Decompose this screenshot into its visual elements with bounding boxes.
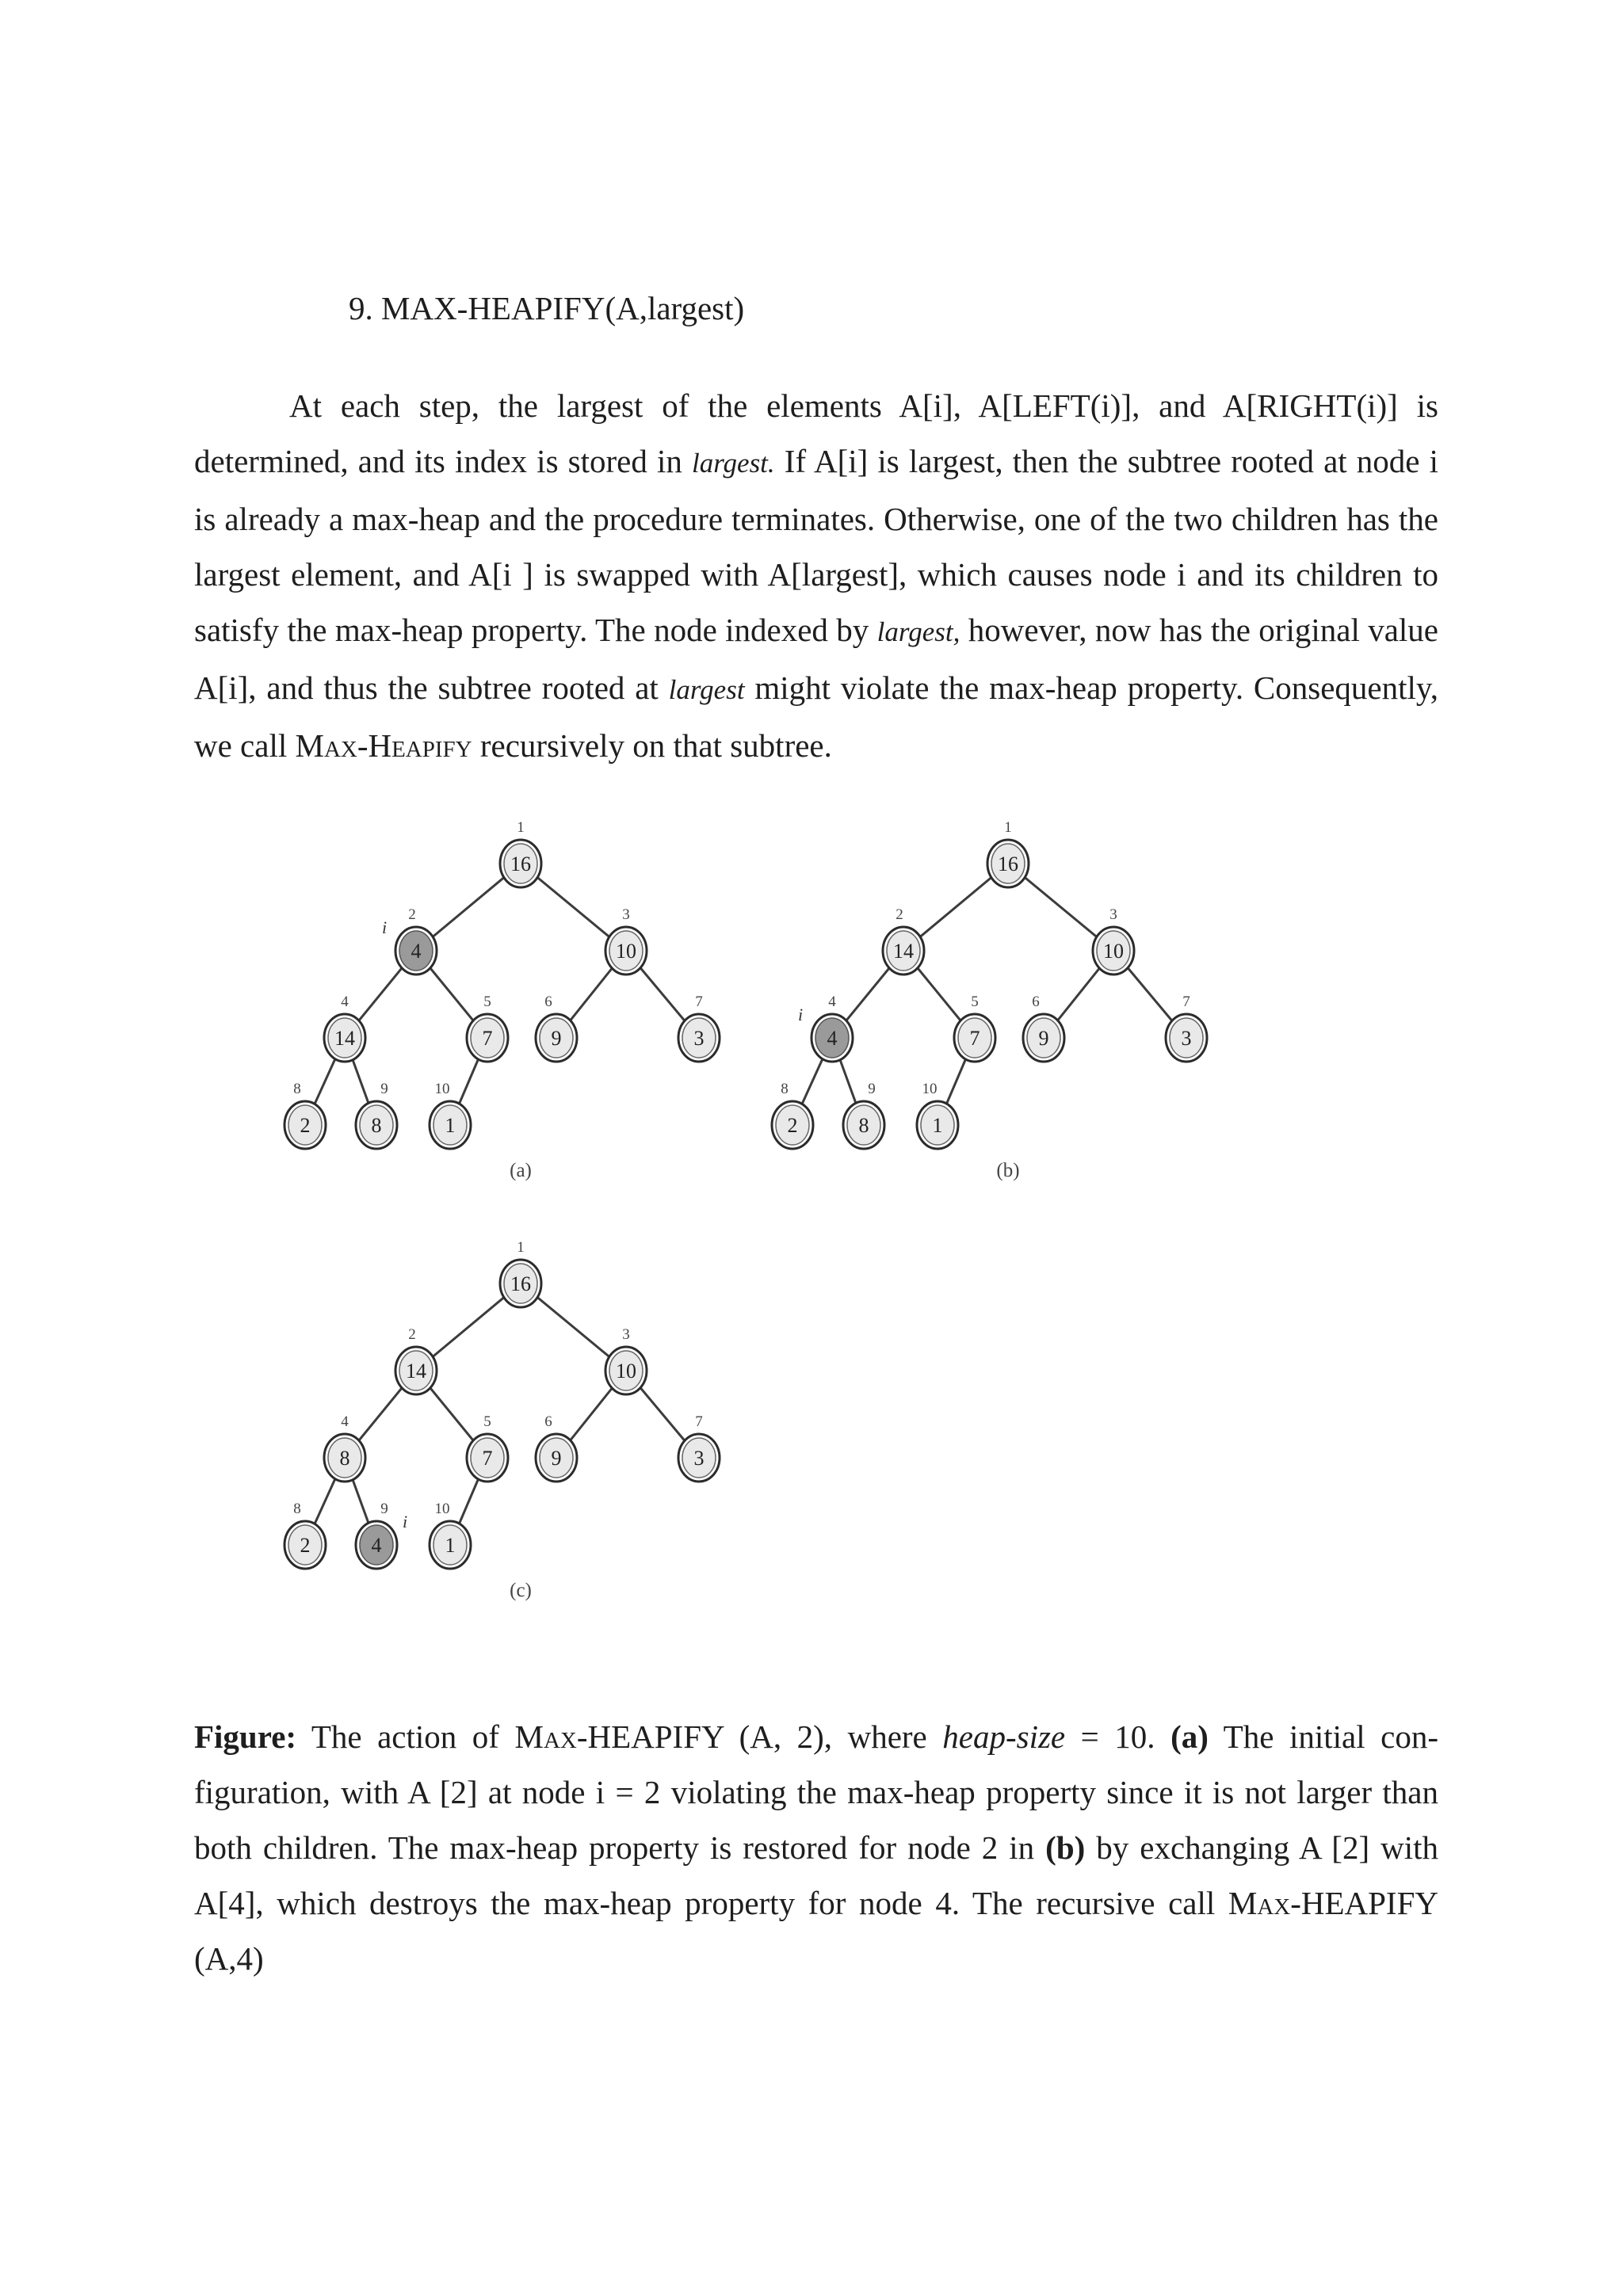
heap-tree-b-svg	[765, 800, 1224, 1188]
caption-text-2: -HEAPIFY (A, 2), where	[576, 1718, 943, 1755]
heap-node	[536, 1413, 577, 1482]
node-value: 1	[932, 1114, 943, 1137]
heap-node	[467, 1413, 508, 1482]
node-index: 6	[544, 994, 552, 1010]
node-index: 3	[622, 1326, 630, 1343]
node-value: 9	[551, 1447, 562, 1470]
largest-term: largest	[668, 674, 745, 705]
i-marker: i	[381, 917, 388, 937]
node-value: 8	[339, 1447, 350, 1470]
node-value: 3	[693, 1447, 705, 1470]
caption-text-1: The action of	[296, 1718, 515, 1755]
node-index: 5	[483, 1413, 491, 1430]
node-index: 2	[408, 906, 416, 923]
heap-node	[324, 1413, 365, 1482]
heap-node	[1166, 994, 1207, 1062]
caption-text-6: -HEAPIFY (A,4)	[194, 1885, 1438, 1977]
node-value: 1	[445, 1534, 456, 1557]
heap-node	[678, 1413, 720, 1482]
explanation-paragraph	[194, 378, 1438, 773]
node-value: 4	[371, 1534, 382, 1557]
heap-node	[605, 1326, 647, 1394]
heap-node	[1023, 994, 1064, 1062]
node-value: 1	[445, 1114, 456, 1137]
heap-node	[843, 1081, 884, 1149]
node-value: 3	[1181, 1027, 1192, 1050]
node-value: 9	[551, 1027, 562, 1050]
node-index: 1	[517, 819, 525, 836]
para1-text-1: At each step, the largest of the elements A[i], A[LEFT(i)], and A[RIGHT(i)] is determined, and its index is stored in	[194, 387, 1438, 479]
heap-node	[356, 1081, 397, 1149]
node-value: 16	[998, 852, 1018, 875]
heap-node	[678, 994, 720, 1062]
node-value: 3	[693, 1027, 705, 1050]
node-index: 5	[483, 994, 491, 1010]
caption-label-b: (b)	[1045, 1829, 1086, 1866]
heap-node	[324, 994, 365, 1062]
node-index: 10	[434, 1081, 450, 1097]
node-value: 16	[510, 852, 531, 875]
node-index: 9	[868, 1081, 876, 1097]
largest-term: largest.	[691, 448, 775, 479]
para1-text-5: recursively on that subtree.	[472, 727, 832, 764]
i-marker: i	[402, 1512, 408, 1531]
tree-caption: (b)	[996, 1160, 1020, 1181]
heap-tree-a	[277, 800, 737, 1188]
largest-term: largest,	[876, 616, 960, 647]
heap-node	[467, 994, 508, 1062]
node-value: 14	[406, 1360, 426, 1383]
node-index: 3	[1109, 906, 1117, 923]
node-index: 5	[971, 994, 979, 1010]
max-heapify-term: Max-Heapify	[295, 727, 472, 764]
node-index: 8	[293, 1081, 301, 1097]
heap-node	[798, 994, 853, 1062]
caption-text-3: = 10.	[1065, 1718, 1171, 1755]
node-value: 7	[969, 1027, 980, 1050]
node-index: 9	[380, 1501, 388, 1517]
node-value: 10	[1103, 940, 1124, 963]
heap-node	[536, 994, 577, 1062]
heap-node	[883, 906, 924, 974]
node-index: 4	[341, 994, 349, 1010]
node-value: 2	[787, 1114, 798, 1137]
heap-node	[382, 906, 437, 974]
node-value: 8	[858, 1114, 869, 1137]
caption-label-a: (a)	[1170, 1718, 1209, 1755]
para1-text-3: however, now has the original value A[i], and thus the subtree rooted at	[194, 612, 1438, 706]
node-value: 2	[300, 1114, 311, 1137]
node-value: 4	[827, 1027, 838, 1050]
heap-node	[1093, 906, 1134, 974]
figure-label: Figure:	[194, 1718, 297, 1755]
node-value: 14	[893, 940, 914, 963]
node-index: 9	[380, 1081, 388, 1097]
caption-text-5: by exchanging A [2] with A[4], which destroys the max-heap property for node 4. The recursive call	[194, 1829, 1438, 1921]
node-index: 4	[341, 1413, 349, 1430]
node-index: 4	[828, 994, 836, 1010]
node-value: 10	[616, 940, 636, 963]
node-index: 8	[781, 1081, 789, 1097]
i-marker: i	[797, 1005, 804, 1024]
node-value: 4	[411, 940, 422, 963]
node-value: 2	[300, 1534, 311, 1557]
heap-tree-b	[765, 800, 1224, 1188]
caption-max-term: Max	[514, 1718, 577, 1755]
heap-node	[605, 906, 647, 974]
heap-node	[500, 1239, 541, 1307]
node-index: 6	[1032, 994, 1040, 1010]
node-index: 7	[1182, 994, 1190, 1010]
node-value: 7	[482, 1447, 493, 1470]
node-index: 1	[1004, 819, 1012, 836]
node-index: 10	[434, 1501, 450, 1517]
node-value: 7	[482, 1027, 493, 1050]
node-value: 8	[371, 1114, 382, 1137]
figure-caption	[194, 1709, 1438, 1986]
node-index: 8	[293, 1501, 301, 1517]
node-index: 7	[695, 1413, 703, 1430]
para1-text-4: might violate the max-heap property. Consequently, we call	[194, 669, 1438, 764]
para1-text-2: If A[i] is largest, then the subtree rooted at node i is already a max-heap and the procedure terminates. Otherwise, one of the two children has the largest element, and A[i ] is swapped with A[largest], which causes node i and its children to satisfy the max-heap property. The node indexed by	[194, 443, 1438, 648]
heap-size-term: heap-size	[942, 1718, 1066, 1755]
node-index: 2	[408, 1326, 416, 1343]
heap-node	[500, 819, 541, 887]
node-value: 10	[616, 1360, 636, 1383]
node-index: 7	[695, 994, 703, 1010]
node-index: 10	[922, 1081, 938, 1097]
tree-caption: (a)	[510, 1160, 532, 1181]
heap-tree-a-svg	[277, 800, 737, 1188]
heap-node	[954, 994, 995, 1062]
heap-tree-c-svg	[277, 1220, 737, 1608]
step-heading: 9. MAX-HEAPIFY(A,largest)	[349, 290, 745, 326]
node-index: 2	[896, 906, 903, 923]
node-value: 16	[510, 1272, 531, 1295]
heap-node	[395, 1326, 437, 1394]
caption-text-4: The initial con-figuration, with A [2] at node i = 2 violating the max-heap property since it is not larger than both children. The max-heap property is restored for node 2 in	[194, 1718, 1438, 1866]
heap-node	[987, 819, 1029, 887]
node-index: 6	[544, 1413, 552, 1430]
node-index: 3	[622, 906, 630, 923]
caption-max-term: Max	[1228, 1885, 1291, 1921]
node-value: 9	[1038, 1027, 1049, 1050]
heap-tree-c	[277, 1220, 737, 1608]
tree-caption: (c)	[510, 1580, 532, 1601]
node-value: 14	[334, 1027, 355, 1050]
node-index: 1	[517, 1239, 525, 1256]
